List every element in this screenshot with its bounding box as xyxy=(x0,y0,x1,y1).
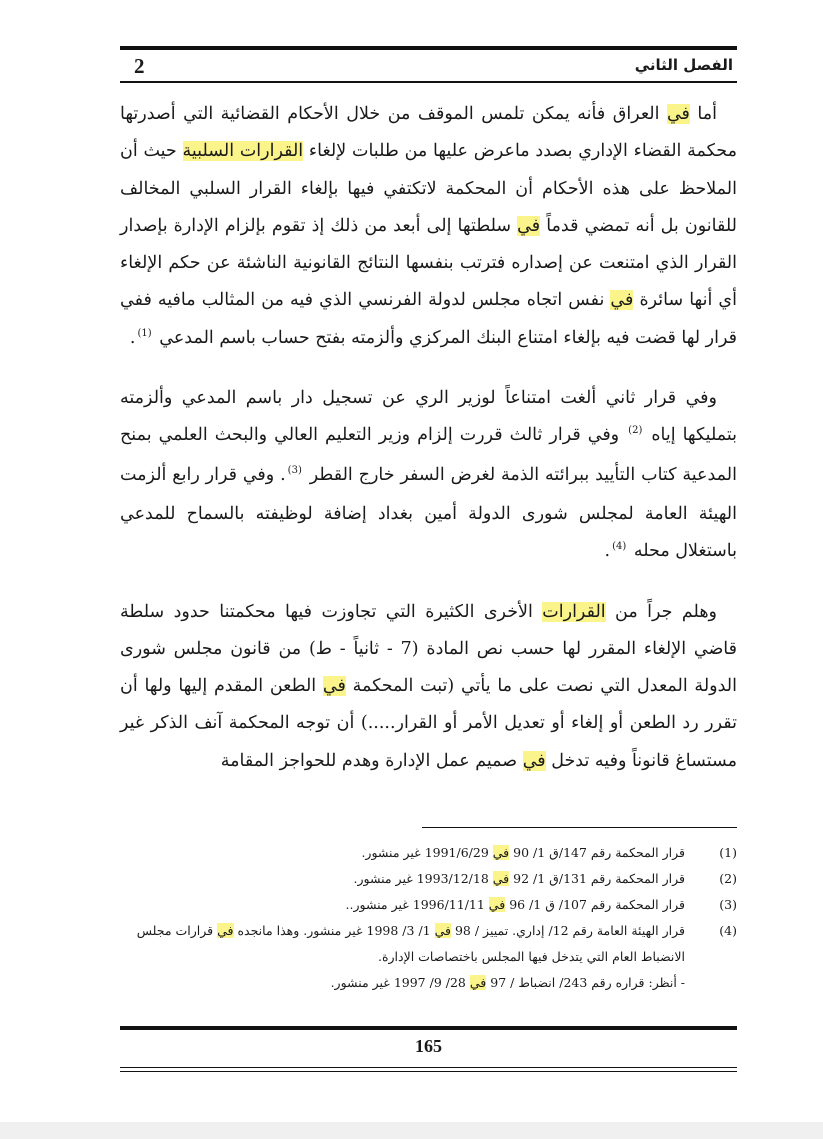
highlighted-text: في xyxy=(666,104,690,124)
text-run: قرار المحكمة رقم 107/ ق 1/ 96 xyxy=(505,897,685,912)
viewer-bottom-strip xyxy=(0,1122,823,1139)
text-run: قرار المحكمة رقم 147/ق 1/ 90 xyxy=(509,845,685,860)
text-run: 28/ 9/ 1997 غير منشور. xyxy=(330,975,470,990)
footnote-number: (4) xyxy=(719,923,737,938)
text-run: قرارات مجلس الانضباط العام التي يتدخل فيها المجلس باختصاصات الإدارة. xyxy=(136,923,685,964)
chapter-title: الفصل الثاني xyxy=(634,56,733,74)
footer-rule xyxy=(120,1026,737,1030)
text-run: 1991/6/29 غير منشور. xyxy=(361,845,493,860)
header-rule xyxy=(120,81,737,83)
text-run: - أنظر: قراره رقم 243/ انضباط / 97 xyxy=(486,975,685,990)
text-run: الأخرى الكثيرة التي تجاوزت فيها محكمتنا حدود سلطة قاضي الإلغاء المقرر لها حسب نص المادة (7 - ثانياً - ط) من قانون مجلس شورى الدولة المعدل التي نصت على ما يأتي (تبت المحكمة xyxy=(120,601,737,697)
footnote-separator xyxy=(422,827,737,828)
footnote-text xyxy=(120,892,685,918)
text-run: 1996/11/11 غير منشور.. xyxy=(345,897,489,912)
text-run: وفي قرار ثالث قررت إلزام وزير التعليم العالي والبحث العلمي بمنح المدعية كتاب التأييد ببرائته الذمة لغرض السفر خارج القطر xyxy=(120,425,737,485)
text-run: . وفي قرار رابع ألزمت الهيئة العامة لمجلس شورى الدولة أمين بغداد إضافة لوظيفته بالسماح للمدعي باستغلال محله xyxy=(120,464,737,562)
paragraph-1 xyxy=(120,96,737,359)
text-run: وهلم جراً من xyxy=(605,601,718,622)
body-text xyxy=(120,96,737,780)
footnote-reference: (4) xyxy=(612,541,627,553)
text-run: . xyxy=(129,327,136,348)
footnote-2 xyxy=(120,866,737,892)
text-run: وفي قرار ثاني ألغت امتناعاً لوزير الري عن تسجيل دار باسم المدعي وألزمته بتمليكها إياه xyxy=(120,388,738,446)
footnotes xyxy=(120,840,737,996)
footnote-number: (3) xyxy=(719,897,737,912)
text-run: أما xyxy=(689,104,717,124)
footnote-4 xyxy=(120,918,737,970)
footnote-reference: (1) xyxy=(137,327,152,339)
paragraph-3 xyxy=(120,594,737,780)
paragraph-2 xyxy=(120,380,737,572)
text-run: 1993/12/18 غير منشور. xyxy=(353,871,493,886)
footnote-text xyxy=(120,918,685,970)
highlighted-text: القرارات السلبية xyxy=(182,141,304,162)
footnote-reference: (3) xyxy=(287,464,302,476)
text-run: قرار الهيئة العامة رقم 12/ إداري. تمييز / 98 xyxy=(451,923,685,938)
text-run: . xyxy=(604,541,611,562)
footnote-number: (2) xyxy=(719,871,737,886)
highlighted-text: في xyxy=(492,871,510,886)
highlighted-text: في xyxy=(217,923,234,938)
footer-double-rule-top xyxy=(120,1067,737,1068)
highlighted-text: في xyxy=(434,923,451,938)
text-run: العراق فأنه يمكن تلمس الموقف من خلال الأحكام القضائية التي أصدرتها محكمة القضاء الإداري بصدد ماعرض عليها من طلبات لإلغاء xyxy=(120,104,737,162)
highlighted-text: في xyxy=(469,975,487,990)
page-number: 165 xyxy=(415,1036,442,1056)
text-run: نفس اتجاه مجلس لدولة الفرنسي الذي فيه من المثالب مافيه ففي قرار لها قضت فيه بإلغاء امتناع البنك المركزي وألزمته بفتح حساب باسم المدعي xyxy=(120,290,737,348)
footnote-text xyxy=(120,840,685,866)
text-run: 1/ 3/ 1998 غير منشور. وهذا مانجده xyxy=(233,923,435,938)
footnote-reference: (2) xyxy=(628,425,643,437)
chapter-number: 2 xyxy=(134,54,145,78)
running-header xyxy=(120,46,737,82)
highlighted-text: في xyxy=(488,897,506,912)
highlighted-text: في xyxy=(522,750,546,771)
footnote-1 xyxy=(120,840,737,866)
footnote-number: (1) xyxy=(719,845,737,860)
highlighted-text: القرارات xyxy=(542,601,606,622)
footer-double-rule-bottom xyxy=(120,1071,737,1072)
footnote-text xyxy=(120,866,685,892)
highlighted-text: في xyxy=(492,845,510,860)
text-run: قرار المحكمة رقم 131/ق 1/ 92 xyxy=(509,871,685,886)
highlighted-text: في xyxy=(610,290,634,311)
footnote-see-also xyxy=(120,970,737,996)
footnote-3 xyxy=(120,892,737,918)
highlighted-text: في xyxy=(322,676,346,697)
text-run: سلطتها إلى أبعد من ذلك إذ تقوم بإلزام الإدارة بإصدار القرار الذي امتنعت عن إصداره فترتب بنفسها النتائج القانونية الناشئة عن حكم الإلغاء أي أنها سائرة xyxy=(120,215,737,311)
text-run: صميم عمل الإدارة وهدم للحواجز المقامة xyxy=(220,750,523,771)
text-run: الطعن المقدم إليها ولها أن تقرر رد الطعن أو إلغاء أو تعديل الأمر أو القرار.....) أن توجه المحكمة آنف الذكر غير مستساغ قانوناً وفيه تدخل xyxy=(120,676,737,771)
highlighted-text: في xyxy=(517,215,541,236)
text-run: حيث أن الملاحظ على هذه الأحكام أن المحكمة لاتكتفي فيها بإلغاء القرار السلبي المخالف للقانون بل أنه تمضي قدماً xyxy=(120,141,737,236)
